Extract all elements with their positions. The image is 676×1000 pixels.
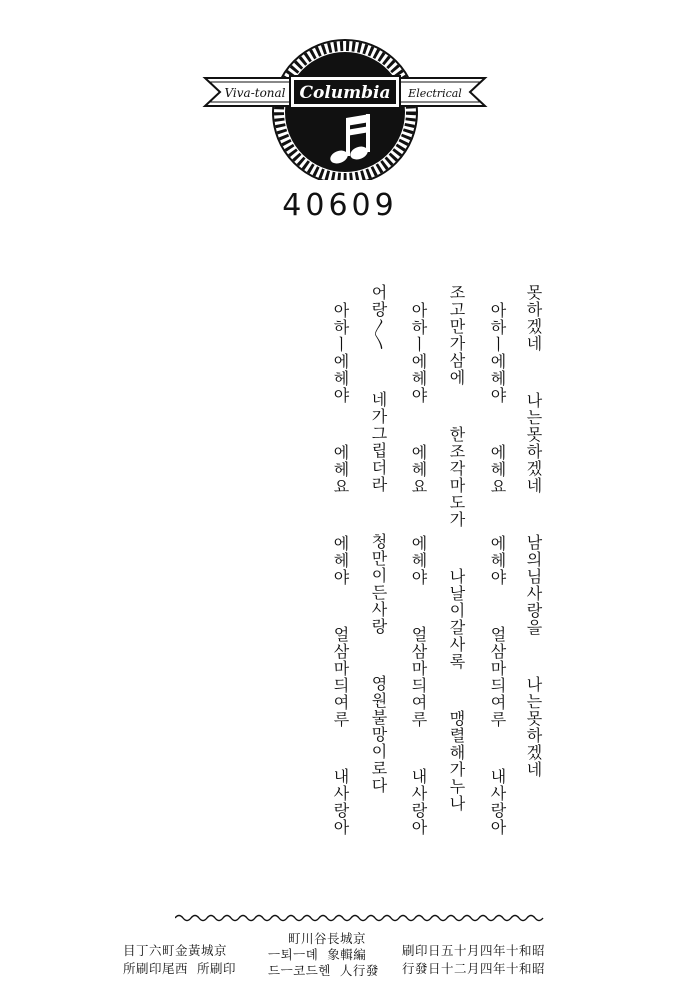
imprint-center-line-3: 드ㅡ코드헨 人行發 (268, 963, 379, 978)
imprint-center-line-2: ㅡ퇴ㅡ뎨 象輯編 (268, 947, 367, 962)
wavy-divider (175, 912, 545, 924)
lyric-column-3: 조고만가삼에 한조각마도가 나날이갈사록 맹렬해가누나 (447, 284, 466, 812)
left-banner (205, 78, 295, 106)
left-banner-text: Viva-tonal (224, 86, 286, 100)
lyric-column-5: 어랑〳〵 네가그립더라 청만이든사랑 영원불망이로다 (369, 284, 388, 794)
lyric-column-1: 못하겠네 나는못하겠네 남의님사랑을 나는못하겠네 (524, 284, 543, 778)
imprint-center-line-1: 町川谷長城京 (288, 931, 367, 946)
imprint-right-line-2: 行發日十二月四年十和昭 (402, 961, 546, 976)
imprint-left-line-2: 所刷印尾西 所刷印 (123, 961, 236, 976)
right-banner-text: Electrical (408, 87, 462, 100)
lyric-column-6: 아하ㅣ에헤야 에헤요 에헤야 얼삼마듸여루 내사랑아 (331, 302, 350, 836)
imprint-left-line-1: 目丁六町金黃城京 (123, 943, 228, 958)
lyric-column-2: 아하ㅣ에헤야 에헤요 에헤야 얼삼마듸여루 내사랑아 (488, 302, 507, 836)
catalog-number: 40609 (282, 188, 398, 223)
right-banner (395, 78, 485, 106)
brand-name: Columbia (299, 83, 391, 103)
lyric-column-4: 아하ㅣ에헤야 에헤요 에헤야 얼삼마듸여루 내사랑아 (409, 302, 428, 836)
imprint-right-line-1: 刷印日五十月四年十和昭 (402, 943, 546, 958)
columbia-logo (200, 30, 490, 180)
